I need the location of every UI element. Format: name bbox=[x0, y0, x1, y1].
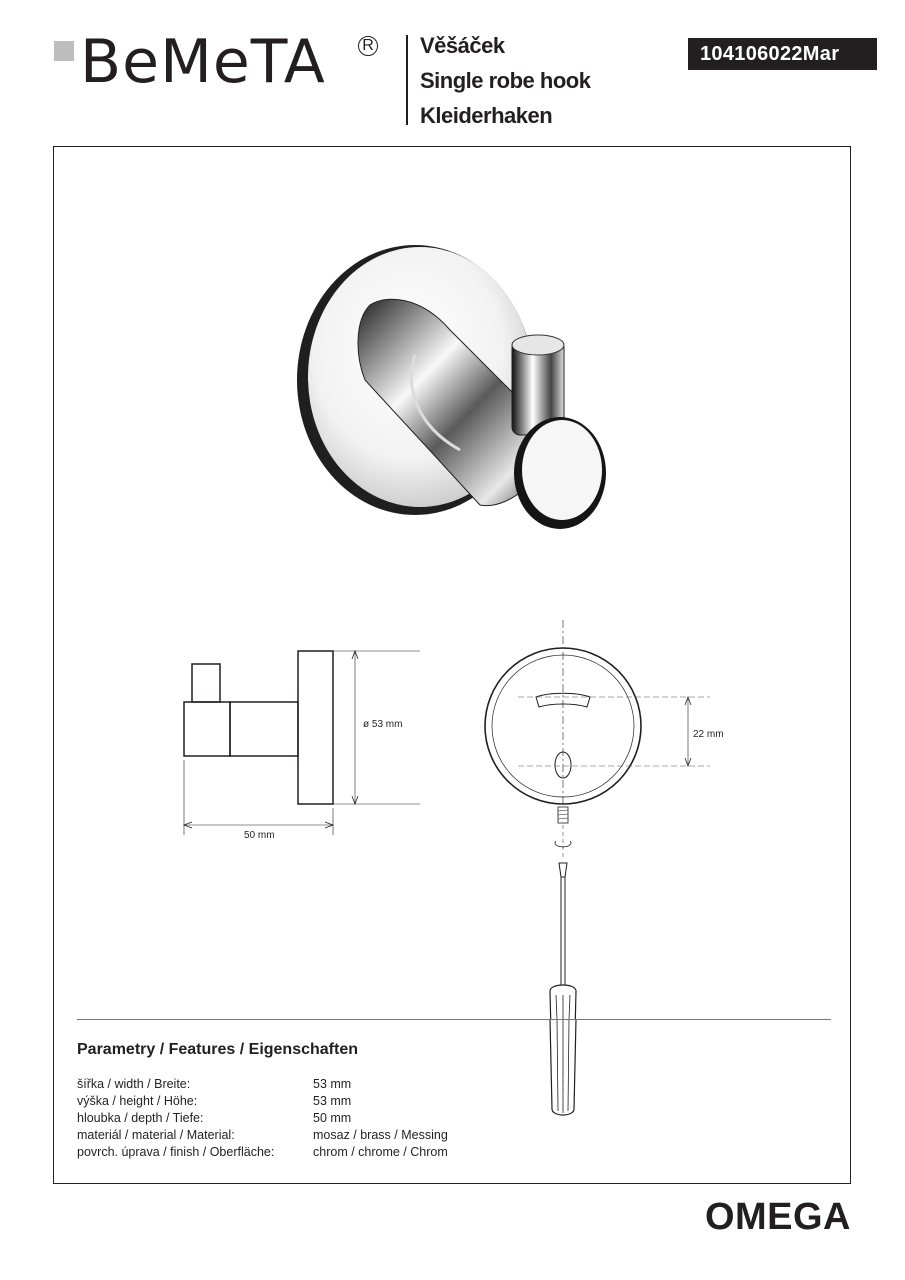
screwdriver-icon bbox=[550, 863, 576, 1020]
feature-value: 53 mm bbox=[313, 1077, 352, 1091]
depth-label: 50 mm bbox=[244, 830, 275, 841]
feature-label: výška / height / Höhe: bbox=[77, 1094, 198, 1108]
feature-label: materiál / material / Material: bbox=[77, 1128, 235, 1142]
product-title-en: Single robe hook bbox=[420, 68, 591, 93]
header-divider bbox=[406, 35, 408, 125]
series-name: OMEGA bbox=[704, 1196, 851, 1238]
feature-row-width bbox=[77, 1076, 497, 1093]
feature-label: šířka / width / Breite: bbox=[77, 1077, 191, 1091]
screw-icon bbox=[558, 807, 568, 823]
feature-row-material bbox=[77, 1127, 497, 1144]
product-code-badge: 104106022Mar bbox=[688, 38, 877, 70]
feature-row-finish bbox=[77, 1144, 497, 1161]
feature-value: 53 mm bbox=[313, 1094, 352, 1108]
feature-row-depth bbox=[77, 1110, 497, 1127]
brand-logo: BeMeTA bbox=[80, 27, 326, 97]
features-title: Parametry / Features / Eigenschaften bbox=[77, 1041, 358, 1058]
brand-logo-square bbox=[54, 41, 74, 61]
side-rosette bbox=[298, 651, 333, 804]
side-view-drawing bbox=[170, 640, 440, 850]
mounting-drawing bbox=[470, 615, 740, 1020]
hole-spacing-label: 22 mm bbox=[693, 729, 724, 740]
feature-value: chrom / chrome / Chrom bbox=[313, 1145, 448, 1159]
product-title-cz: Věšáček bbox=[420, 33, 505, 58]
product-photo bbox=[290, 235, 620, 545]
side-barrel bbox=[230, 702, 298, 756]
product-title-de: Kleiderhaken bbox=[420, 103, 553, 128]
features-divider bbox=[77, 1019, 831, 1020]
side-hook-body bbox=[184, 702, 230, 756]
side-peg bbox=[192, 664, 220, 702]
feature-row-height bbox=[77, 1093, 497, 1110]
screwdriver-handle bbox=[540, 1019, 590, 1124]
feature-label: hloubka / depth / Tiefe: bbox=[77, 1111, 204, 1125]
diameter-label: ø 53 mm bbox=[363, 719, 403, 730]
registered-mark: R bbox=[358, 36, 378, 56]
feature-value: 50 mm bbox=[313, 1111, 352, 1125]
feature-label: povrch. úprava / finish / Oberfläche: bbox=[77, 1145, 275, 1159]
peg-top bbox=[512, 335, 564, 355]
hook-end-face bbox=[522, 420, 602, 520]
feature-value: mosaz / brass / Messing bbox=[313, 1128, 448, 1142]
